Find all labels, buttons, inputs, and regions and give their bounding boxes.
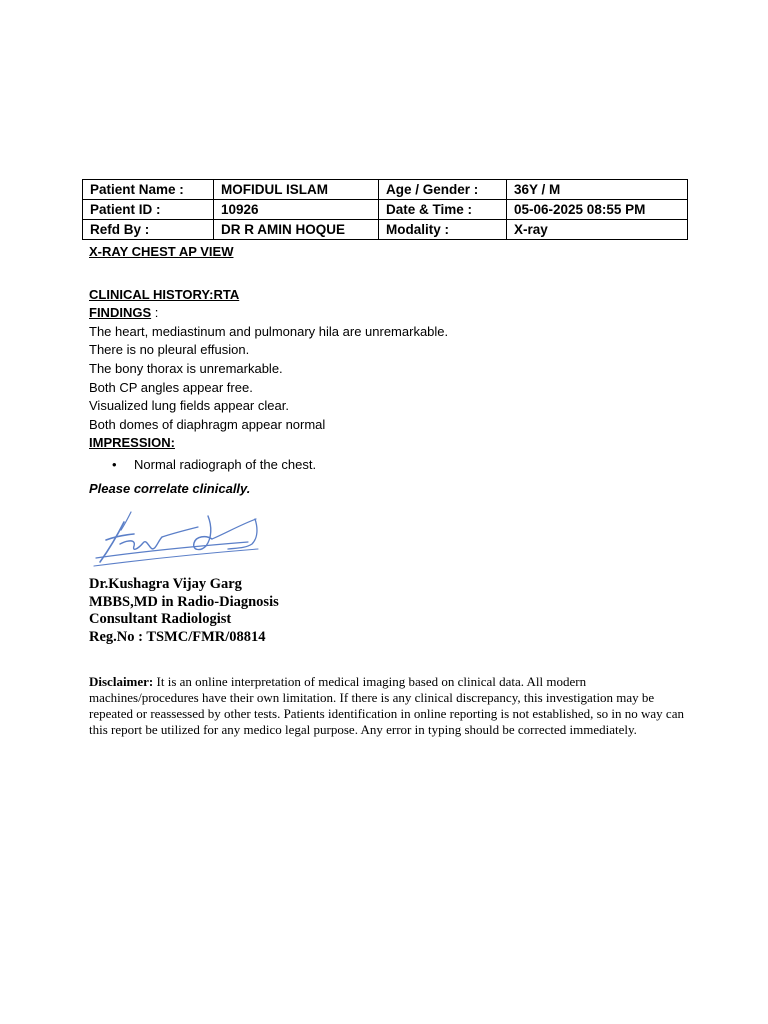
patient-id-label: Patient ID : [83,200,214,220]
doctor-name: Dr.Kushagra Vijay Garg [89,576,242,592]
finding-line: Visualized lung fields appear clear. [89,398,289,414]
finding-line: There is no pleural effusion. [89,342,250,358]
disclaimer-label: Disclaimer: [89,674,154,689]
impression-text: Normal radiograph of the chest. [134,456,317,472]
patient-name-label: Patient Name : [83,180,214,200]
patient-name-value: MOFIDUL ISLAM [214,180,379,200]
doctor-designation: Consultant Radiologist [89,611,232,628]
report-body [89,243,689,498]
exam-title: X-RAY CHEST AP VIEW [89,244,234,259]
modality-value: X-ray [507,220,688,240]
modality-label: Modality : [379,220,507,240]
doctor-details [89,576,279,646]
date-time-label: Date & Time : [379,200,507,220]
doctor-registration: Reg.No : TSMC/FMR/08814 [89,628,266,645]
patient-id-value: 10926 [214,200,379,220]
correlate-note: Please correlate clinically. [89,480,251,496]
impression-heading: IMPRESSION: [89,435,175,451]
bullet-icon: • [112,456,117,472]
finding-line: The bony thorax is unremarkable. [89,360,283,376]
date-time-value: 05-06-2025 08:55 PM [507,200,688,220]
refd-by-value: DR R AMIN HOQUE [214,220,379,240]
table-row [83,180,688,200]
patient-info-table [82,179,688,240]
refd-by-label: Refd By : [83,220,214,240]
findings-label: FINDINGS [89,305,152,321]
age-gender-value: 36Y / M [507,180,688,200]
impression-list [89,456,689,475]
clinical-history: CLINICAL HISTORY:RTA [89,286,240,302]
finding-line: Both domes of diaphragm appear normal [89,416,326,432]
findings-heading [89,304,689,323]
findings-colon: : [151,305,159,321]
finding-line: Both CP angles appear free. [89,379,253,395]
table-row [83,220,688,240]
disclaimer-text: It is an online interpretation of medical imaging based on clinical data. All modern machines/procedures have their own limitation. If there is any clinical discrepancy, this investigation may be repeated or reassessed by other tests. Patients identification in online reporting is not established, so in no way can this report be utilized for any medico legal purpose. Any error in typing should be corrected immediately. [89,674,684,738]
doctor-qualification: MBBS,MD in Radio-Diagnosis [89,593,279,610]
signature-image [88,508,260,574]
list-item [89,456,689,475]
disclaimer [89,674,684,738]
table-row [83,200,688,220]
age-gender-label: Age / Gender : [379,180,507,200]
finding-line: The heart, mediastinum and pulmonary hila are unremarkable. [89,323,449,339]
